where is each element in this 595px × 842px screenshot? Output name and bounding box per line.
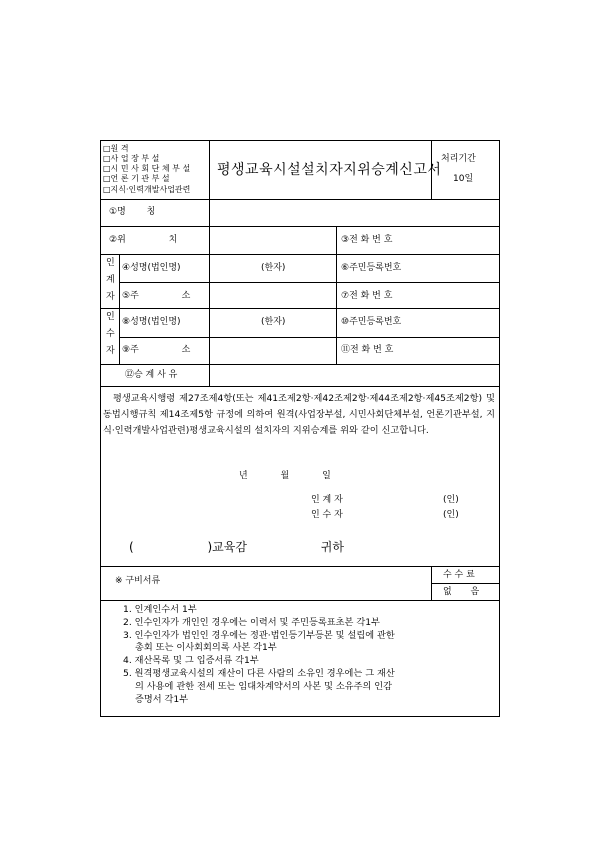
report-form xyxy=(100,140,500,717)
transferee-rrn-label: ⑩주민등록번호 xyxy=(341,317,402,327)
col-divider xyxy=(431,566,432,600)
transferor-name-label: ④성명(법인명) xyxy=(122,263,181,273)
row-divider xyxy=(101,254,499,255)
col-divider xyxy=(209,199,210,386)
addressee: ( )교육감 귀하 xyxy=(129,540,344,554)
col-divider xyxy=(336,226,337,364)
document-item: 5. 원격평생교육시설의 재산이 다른 사람의 소유인 경우에는 그 재산 xyxy=(123,668,395,679)
transferor-char: 인 xyxy=(106,258,115,268)
transferee-phone-label: ⑪전 화 번 호 xyxy=(341,345,394,355)
document-item: 2. 인수인자가 개인인 경우에는 이력서 및 주민등록표초본 각1부 xyxy=(123,617,380,628)
category-press: □언 론 기 관 부 설 xyxy=(103,174,170,183)
document-item: 총회 또는 이사회회의록 사본 각1부 xyxy=(135,642,277,653)
transferor-char: 계 xyxy=(106,275,115,285)
document-item: 증명서 각1부 xyxy=(135,694,189,705)
documents-title: ※ 구비서류 xyxy=(115,576,161,586)
fee-divider xyxy=(431,583,499,584)
transferee-sign-label: 인 수 자 xyxy=(311,510,343,520)
transferee-char: 수 xyxy=(106,329,115,339)
row-divider xyxy=(101,600,499,601)
phone-label: ③전 화 번 호 xyxy=(341,235,393,245)
transferor-char: 자 xyxy=(106,292,115,302)
location-label: ②위 치 xyxy=(109,235,178,245)
document-item: 4. 재산목록 및 그 입증서류 각1부 xyxy=(123,655,259,666)
processing-period-label: 처리기간 xyxy=(441,154,476,164)
fee-value: 없 음 xyxy=(443,587,480,597)
row-divider xyxy=(119,282,499,283)
transferee-char: 인 xyxy=(106,312,115,322)
name-label: ①명 칭 xyxy=(109,207,156,217)
row-divider xyxy=(101,308,499,309)
row-divider xyxy=(101,386,499,387)
transferor-hanja-label: (한자) xyxy=(261,263,286,273)
transferor-seal: (인) xyxy=(443,495,459,505)
document-item: 의 사용에 관한 전세 또는 임대차계약서의 사본 및 소유주의 인감 xyxy=(135,681,393,692)
transferor-sign-label: 인 계 자 xyxy=(311,495,343,505)
transferor-address-label: ⑤주 소 xyxy=(122,291,191,301)
category-civil-society: □시 민 사 회 단 체 부 설 xyxy=(103,164,191,173)
document-item: 1. 인계인수서 1부 xyxy=(123,604,197,615)
transferor-phone-label: ⑦전 화 번 호 xyxy=(341,291,393,301)
row-divider xyxy=(101,566,499,567)
form-title: 평생교육시설설치자지위승계신고서 xyxy=(217,162,442,178)
processing-period-value: 10일 xyxy=(453,174,474,184)
fee-label: 수 수 료 xyxy=(443,570,475,580)
row-divider xyxy=(101,226,499,227)
category-workplace: □사 업 장 부 설 xyxy=(103,154,160,163)
date-line: 년 월 일 xyxy=(239,471,331,481)
transferor-rrn-label: ⑥주민등록번호 xyxy=(341,263,402,273)
transferee-hanja-label: (한자) xyxy=(261,317,286,327)
row-divider xyxy=(101,199,499,200)
row-divider xyxy=(119,337,499,338)
transferee-name-label: ⑧성명(법인명) xyxy=(122,317,181,327)
transferee-char: 자 xyxy=(106,346,115,356)
transferee-address-label: ⑨주 소 xyxy=(122,345,191,355)
declaration-text: 평생교육시행령 제27조제4항(또는 제41조제2항·제42조제2항·제44조제2항·제45조제2항) 및 동법시행규칙 제14조제5항 규정에 의하여 원격(사업장부설, 시민사회단체부설, 언론기관부설, 지식·인력개발사업관련)평생교육시설의 설치자의 지위승계를 위와 같이 신고합니다. xyxy=(103,393,495,436)
col-divider xyxy=(119,254,120,364)
reason-label: ⑫승 계 사 유 xyxy=(125,370,178,380)
category-online: □원 격 xyxy=(103,144,129,153)
document-item: 3. 인수인자가 법인인 경우에는 정관·법인등기부등본 및 설립에 관한 xyxy=(123,630,395,641)
row-divider xyxy=(101,364,499,365)
category-knowledge: □지식·인력개발사업관련 xyxy=(103,185,191,194)
transferee-seal: (인) xyxy=(443,510,459,520)
